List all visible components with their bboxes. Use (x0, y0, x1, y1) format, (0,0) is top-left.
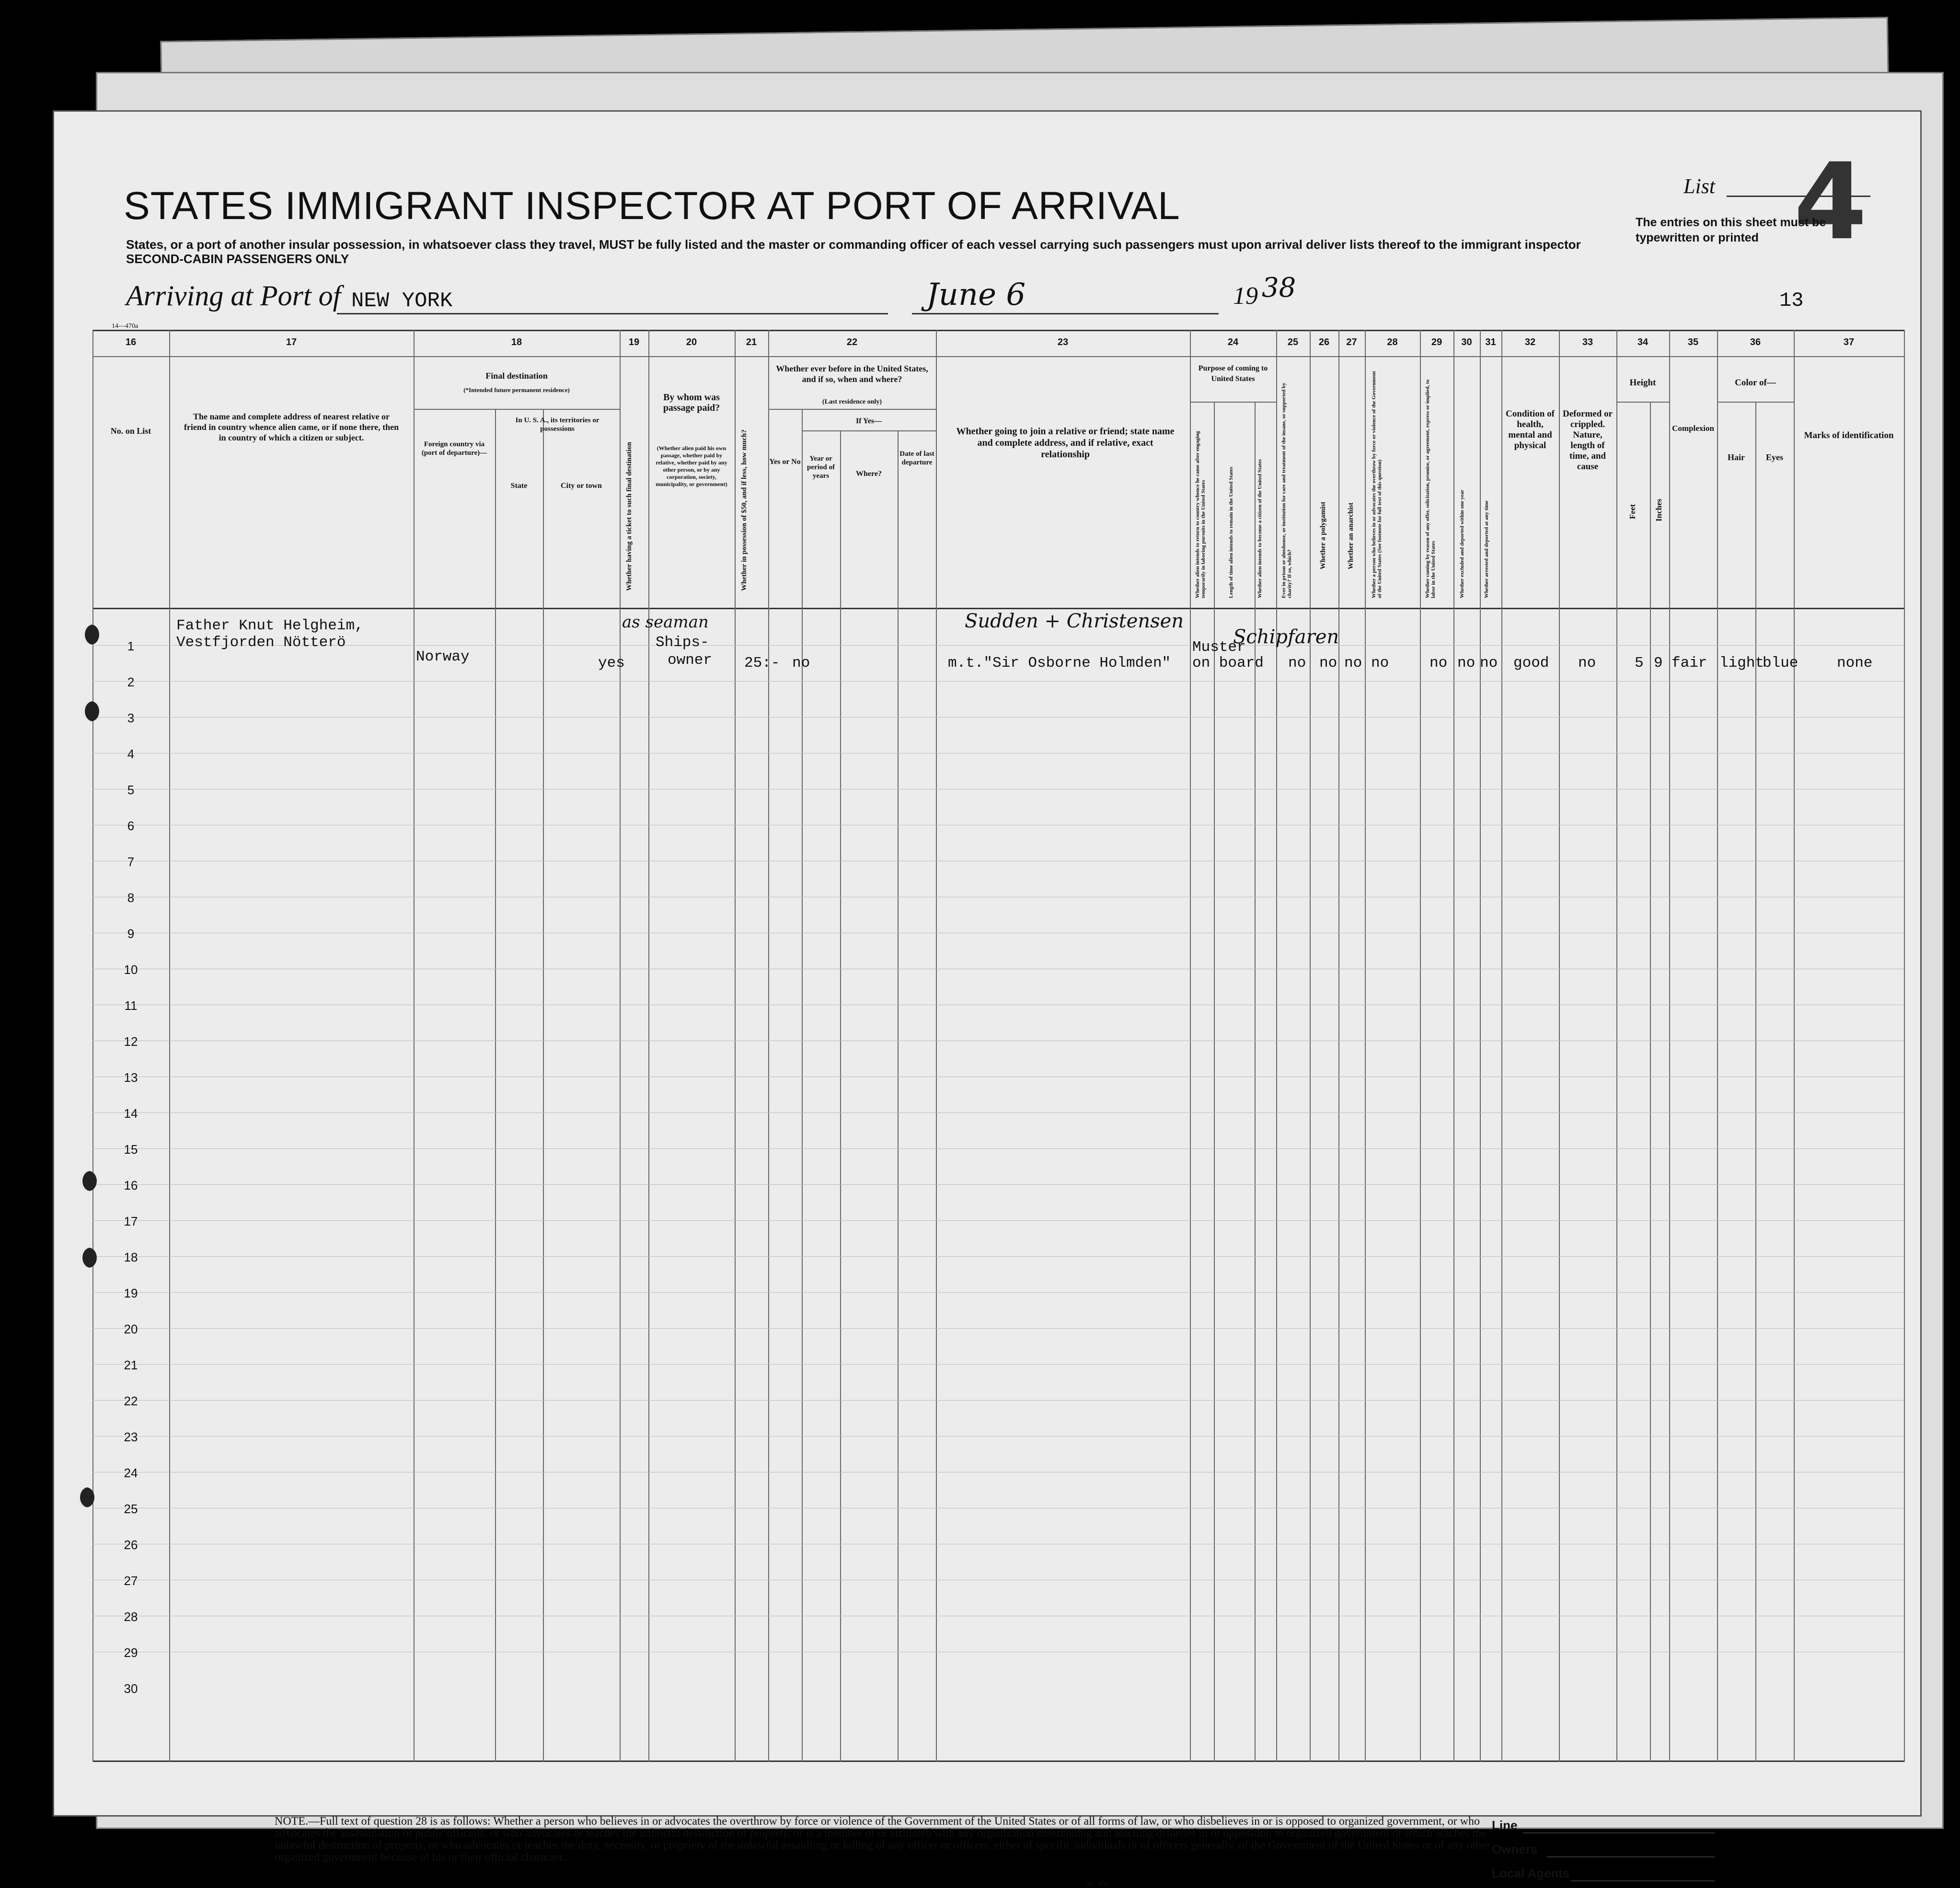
row-rule (92, 1220, 1904, 1221)
manifest-sheet (53, 110, 1922, 1888)
colnum-17: 17 (286, 337, 297, 347)
line-label: Line (1492, 1818, 1518, 1832)
subhead-line (1616, 402, 1669, 403)
footer-form-code: 14—470 (1084, 1880, 1108, 1888)
head-inches: Inches (1654, 498, 1663, 521)
head-final-destination: Final destination (485, 371, 548, 381)
row-number: 5 (127, 783, 135, 797)
page-number: 13 (1779, 289, 1804, 312)
arriving-label: Arriving at Port of (126, 280, 341, 312)
head-before-in-us: Whether ever before in the United States, and if so, when and where? (776, 364, 928, 384)
paid-by-cont: owner (668, 652, 713, 669)
colnum-23: 23 (1057, 337, 1069, 347)
height-feet: 5 (1635, 655, 1644, 672)
col-border (1904, 330, 1905, 1762)
arrival-date: June 6 (926, 277, 1026, 313)
year-prefix: 19 (1233, 282, 1258, 310)
col-border (1669, 330, 1670, 1762)
row-number: 21 (124, 1358, 138, 1372)
row-rule (92, 1292, 1904, 1293)
colnum-31: 31 (1485, 337, 1496, 347)
binding-hole (83, 701, 99, 721)
head-yes-no: Yes or No (769, 458, 801, 466)
head-relative: The name and complete address of nearest relative or friend in country whence alien came, or if none there, then in country of which a citizen or subject. (184, 412, 399, 442)
agents-label: Local Agents (1492, 1866, 1570, 1880)
row-number: 8 (127, 891, 135, 905)
colnum-16: 16 (125, 337, 137, 347)
prison: no (1288, 655, 1306, 672)
col-border (1559, 330, 1560, 1762)
row-rule (92, 1112, 1904, 1113)
row-rule (92, 1364, 1904, 1365)
anarchist: no (1344, 655, 1362, 672)
col-border (1755, 402, 1756, 1762)
head-state: State (510, 482, 528, 490)
colnum-36: 36 (1750, 337, 1761, 347)
join-relative: m.t."Sir Osborne Holmden" (948, 655, 1171, 672)
row-number: 2 (127, 675, 135, 689)
row-number: 4 (127, 747, 135, 761)
head-before-in-us-sub: (Last residence only) (822, 398, 882, 405)
col-border (898, 430, 899, 1762)
col-border (495, 409, 496, 1762)
head-money: Whether in possession of $50, and if less, how much? (740, 429, 748, 591)
head-passage-paid-sub: (Whether alien paid his own passage, whether paid by relative, whether paid by any other person, or by any corporation, society, municipality, or government) (656, 445, 727, 487)
subhead-line (802, 430, 936, 431)
head-period: Year or period of years (807, 455, 835, 480)
row-number: 19 (124, 1286, 138, 1300)
row-number: 16 (124, 1178, 138, 1193)
complexion: fair (1672, 655, 1707, 672)
date-underline (912, 313, 1219, 314)
row-number: 3 (127, 711, 135, 725)
row-number: 9 (127, 927, 135, 941)
deformed: no (1578, 655, 1596, 672)
row-number: 11 (124, 998, 138, 1013)
header-bottom-border (92, 608, 1904, 609)
labor-offer: no (1430, 655, 1448, 672)
col-border (1717, 330, 1718, 1762)
purpose-cont: on board (1192, 655, 1264, 672)
arrested: no (1480, 655, 1498, 672)
col-border (1276, 330, 1277, 1762)
year-suffix: 38 (1262, 272, 1296, 303)
col-border (414, 330, 415, 1762)
head-purpose-c: Whether alien intends to become a citizen of the United States (1257, 459, 1263, 598)
row-number: 18 (124, 1250, 138, 1264)
col-border (648, 330, 649, 1762)
row-rule (92, 1256, 1904, 1257)
head-where: Where? (856, 470, 882, 478)
excluded: no (1457, 655, 1476, 672)
subhead-line (1717, 402, 1794, 403)
row-number: 24 (124, 1466, 138, 1480)
colnum-35: 35 (1687, 337, 1699, 347)
purpose: Muster (1192, 639, 1246, 656)
row-number: 27 (124, 1574, 138, 1588)
table-bottom-border (92, 1761, 1904, 1762)
intro-class: SECOND-CABIN PASSENGERS ONLY (126, 252, 349, 266)
colnum-24: 24 (1227, 337, 1239, 347)
row-number: 10 (124, 962, 138, 977)
row-rule (92, 717, 1904, 718)
row-rule (92, 645, 1904, 646)
row-rule (92, 1328, 1904, 1329)
row-rule (92, 1184, 1904, 1185)
col-border (1650, 402, 1651, 1762)
line-field (1523, 1832, 1715, 1833)
col-border (620, 330, 621, 1762)
head-arrested: Whether arrested and deported at any time (1484, 500, 1489, 598)
head-feet: Feet (1628, 504, 1637, 519)
colnum-26: 26 (1318, 337, 1330, 347)
list-note: The entries on this sheet must be typewritten or printed (1636, 216, 1826, 244)
colnum-37: 37 (1843, 337, 1855, 347)
head-health: Condition of health, mental and physical (1506, 409, 1555, 451)
agents-field (1571, 1880, 1715, 1881)
row-rule (92, 1148, 1904, 1149)
colnum-19: 19 (628, 337, 640, 347)
row-number: 22 (124, 1394, 138, 1408)
col-border (543, 409, 544, 1762)
head-foreign-country: Foreign country via (port of departure)— (421, 440, 487, 457)
col-border (1480, 330, 1481, 1762)
eyes: blue (1763, 655, 1799, 672)
col-border (768, 330, 769, 1762)
row-number: 30 (124, 1681, 138, 1696)
subhead-line (414, 409, 620, 410)
col-border (1453, 330, 1454, 1762)
col-border (840, 430, 841, 1762)
colnum-29: 29 (1431, 337, 1442, 347)
head-if-yes: If Yes— (855, 417, 882, 425)
colnum-25: 25 (1287, 337, 1299, 347)
binding-hole (83, 625, 99, 645)
marks: none (1837, 655, 1873, 672)
colnum-22: 22 (846, 337, 858, 347)
head-labor-offer: Whether coming by reason of any offer, solicitation, promise, or agreement, express or implied, to labor in the United States (1425, 379, 1436, 598)
col-border (1190, 330, 1191, 1762)
head-usa: In U. S. A., its territories or possessions (515, 417, 600, 433)
head-prison: Ever in prison or almshouse, or institution for care and treatment of the insane, or supported by charity? If so, which? (1281, 382, 1292, 598)
head-color: Color of— (1735, 378, 1776, 388)
row-number: 26 (124, 1538, 138, 1552)
relative-address: Vestfjorden Nötterö (176, 634, 346, 651)
col-border (1420, 330, 1421, 1762)
row-rule (92, 1400, 1904, 1401)
colnum-34: 34 (1637, 337, 1649, 347)
colnum-30: 30 (1461, 337, 1472, 347)
col-border (1310, 330, 1311, 1762)
head-final-destination-sub: (*Intended future permanent residence) (463, 386, 570, 394)
row-number: 13 (124, 1070, 138, 1085)
paid-by: Ships- (656, 634, 709, 651)
col-border (1255, 402, 1256, 1762)
row-number: 17 (124, 1214, 138, 1228)
head-height: Height (1629, 378, 1656, 388)
row-number: 12 (124, 1034, 138, 1049)
head-join-relative: Whether going to join a relative or friend; state name and complete address, and if relative, exact relationship (956, 426, 1175, 460)
head-hair: Hair (1728, 452, 1745, 462)
money: 25:- (744, 655, 780, 672)
overthrow: no (1371, 655, 1389, 672)
col-border (1338, 330, 1339, 1762)
head-overthrow: Whether a person who believes in or advocates the overthrow by force or violence of the Government of the United States (See footnote for full text of this question) (1371, 371, 1383, 598)
head-anarchist: Whether an anarchist (1347, 502, 1355, 569)
colnum-18: 18 (511, 337, 522, 347)
row-number: 7 (127, 855, 135, 869)
owners-label: Owners (1492, 1842, 1538, 1856)
colnum-32: 32 (1524, 337, 1536, 347)
col-border (1214, 402, 1215, 1762)
binding-hole (81, 1248, 97, 1268)
head-purpose-b: Length of time alien intends to remain in the United States (1228, 466, 1234, 598)
binding-hole (81, 1171, 97, 1191)
row-number: 25 (124, 1502, 138, 1516)
paid-handwritten: as seaman (622, 613, 709, 632)
port-underline (337, 313, 888, 314)
port-name: NEW YORK (351, 289, 453, 313)
subhead-line (1190, 402, 1276, 403)
binding-hole (78, 1487, 94, 1507)
col-border (1501, 330, 1502, 1762)
colnum-21: 21 (746, 337, 757, 347)
row-number: 1 (127, 639, 135, 653)
row-number: 28 (124, 1610, 138, 1624)
health: good (1513, 655, 1549, 672)
col-border (92, 330, 93, 1762)
polygamist: no (1319, 655, 1337, 672)
before-in-us: no (792, 655, 810, 672)
subhead-line (768, 409, 936, 410)
colnum-28: 28 (1387, 337, 1398, 347)
owners-field (1547, 1856, 1715, 1857)
head-city: City or town (561, 482, 602, 490)
hair: light (1719, 655, 1764, 672)
col-border (936, 330, 937, 1762)
head-complexion: Complexion (1672, 424, 1714, 433)
col-border (1794, 330, 1795, 1762)
row-number: 6 (127, 819, 135, 833)
table-top-border (92, 330, 1904, 331)
form-code: 14—470a (112, 323, 138, 330)
col-border (802, 409, 803, 1762)
row-rule (92, 681, 1904, 682)
manifest-table (92, 330, 1904, 1780)
colnum-33: 33 (1582, 337, 1593, 347)
row-number: 15 (124, 1142, 138, 1157)
relative-name: Father Knut Helgheim, (176, 617, 364, 634)
head-excluded: Whether excluded and deported within one year (1459, 489, 1465, 598)
colnum-divider (92, 356, 1904, 357)
list-label: List (1683, 174, 1716, 198)
col-border (735, 330, 736, 1762)
head-eyes: Eyes (1766, 452, 1783, 462)
head-passage-paid: By whom was passage paid? (663, 392, 720, 413)
page-title: STATES IMMIGRANT INSPECTOR AT PORT OF ARRIVAL (124, 184, 1180, 228)
col-border (1616, 330, 1617, 1762)
ticket: yes (598, 655, 625, 672)
row-number: 20 (124, 1322, 138, 1336)
row-number: 29 (124, 1645, 138, 1660)
col-border (169, 330, 170, 1762)
head-polygamist: Whether a polygamist (1319, 501, 1327, 569)
join-handwritten: Sudden + Christensen (965, 610, 1184, 632)
head-deformed: Deformed or crippled. Nature, length of time, and cause (1563, 409, 1613, 472)
colnum-27: 27 (1346, 337, 1357, 347)
head-marks: Marks of identification (1804, 430, 1894, 440)
head-purpose: Purpose of coming to United States (1198, 364, 1268, 383)
list-number: 4 (1794, 140, 1868, 263)
foreign-country: Norway (416, 649, 470, 665)
row-number: 14 (124, 1106, 138, 1121)
colnum-20: 20 (686, 337, 697, 347)
head-no-on-list: No. on List (110, 426, 151, 436)
head-purpose-a: Whether alien intends to return to country whence he came after engaging temporarily in laboring pursuits in the United States (1195, 431, 1206, 598)
intro-text: States, or a port of another insular possession, in whatsoever class they travel, MUST be fully listed and the master or commanding officer of each vessel carrying such passengers must upon arrival deliver lists thereof to the immigrant inspector (126, 237, 1581, 252)
row-number: 23 (124, 1430, 138, 1444)
col-border (1365, 330, 1366, 1762)
head-ticket: Whether having a ticket to such final destination (625, 442, 633, 591)
footnote: NOTE.—Full text of question 28 is as follows: Whether a person who believes in or advocates the overthrow by force or violence of the Government of the United States or of all forms of law, or who disbelieves in or is opposed to organized government, or who advocates the assassination of public officials, or who advocates or teaches the unlawful destruction of property, or is a member of or affiliated with any organization entertaining and teaching disbelief in or opposition to organized government or which teaches the unlawful destruction of property, or who advocates or teaches the duty, necessity, or propriety of the unlawful assaulting or killing of any officer or officers, either of specific individuals or of officers generally, of the Government of the United States or of any other organized government because of his or their official character. (275, 1815, 1491, 1864)
height-inches: 9 (1654, 655, 1663, 672)
purpose-handwritten: Schipfaren (1233, 626, 1339, 648)
head-last-departure: Date of last departure (899, 450, 934, 466)
